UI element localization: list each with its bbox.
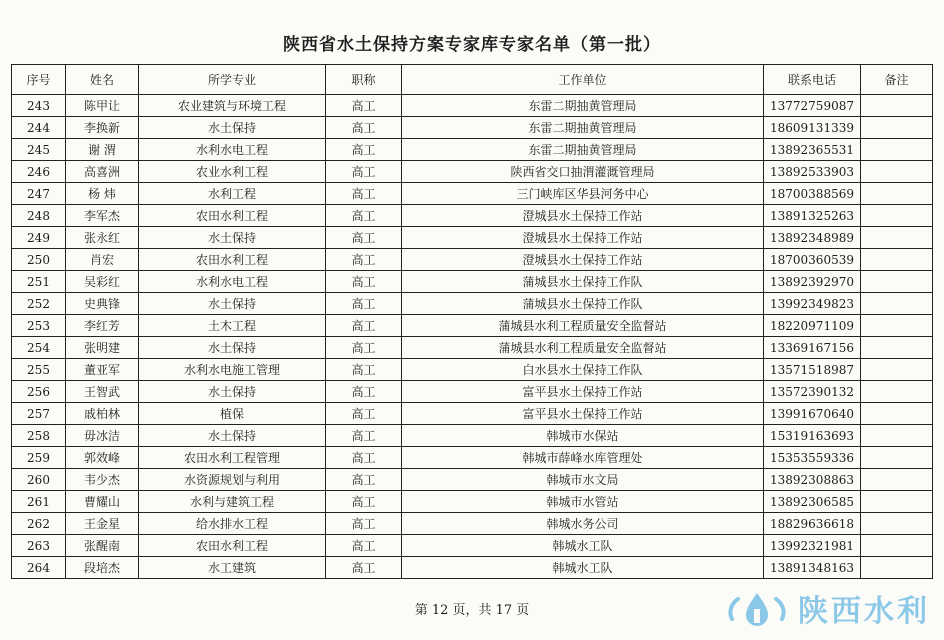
cell-phone: 15319163693: [764, 425, 861, 447]
cell-name: 韦少杰: [66, 469, 139, 491]
cell-name: 张永红: [66, 227, 139, 249]
cell-title: 高工: [326, 205, 402, 227]
cell-note: [861, 491, 933, 513]
cell-major: 给水排水工程: [139, 513, 326, 535]
cell-no: 254: [12, 337, 66, 359]
cell-title: 高工: [326, 425, 402, 447]
cell-no: 258: [12, 425, 66, 447]
cell-note: [861, 557, 933, 579]
cell-org: 韩城水务公司: [402, 513, 764, 535]
page-number: 第 12 页，共 17 页: [414, 603, 530, 618]
header-major: 所学专业: [139, 65, 326, 95]
cell-phone: 13772759087: [764, 95, 861, 117]
cell-no: 251: [12, 271, 66, 293]
cell-phone: 13892306585: [764, 491, 861, 513]
header-no: 序号: [12, 65, 66, 95]
table-row: [12, 293, 933, 315]
cell-note: [861, 227, 933, 249]
cell-title: 高工: [326, 227, 402, 249]
table-row: [12, 469, 933, 491]
cell-note: [861, 535, 933, 557]
cell-title: 高工: [326, 359, 402, 381]
cell-note: [861, 337, 933, 359]
cell-no: 247: [12, 183, 66, 205]
cell-org: 东雷二期抽黄管理局: [402, 95, 764, 117]
cell-name: 高喜洲: [66, 161, 139, 183]
cell-name: 戚柏林: [66, 403, 139, 425]
cell-phone: 13891348163: [764, 557, 861, 579]
cell-no: 244: [12, 117, 66, 139]
cell-title: 高工: [326, 491, 402, 513]
cell-note: [861, 469, 933, 491]
cell-major: 水工建筑: [139, 557, 326, 579]
cell-major: 农田水利工程: [139, 535, 326, 557]
cell-note: [861, 293, 933, 315]
cell-major: 水利水电施工管理: [139, 359, 326, 381]
cell-note: [861, 513, 933, 535]
cell-major: 水土保持: [139, 227, 326, 249]
cell-title: 高工: [326, 95, 402, 117]
cell-note: [861, 381, 933, 403]
table-row: [12, 227, 933, 249]
cell-major: 水土保持: [139, 117, 326, 139]
cell-org: 陕西省交口抽渭灌溉管理局: [402, 161, 764, 183]
cell-org: 东雷二期抽黄管理局: [402, 117, 764, 139]
cell-phone: 15353559336: [764, 447, 861, 469]
page-title: 陕西省水土保持方案专家库专家名单（第一批）: [283, 35, 661, 55]
cell-note: [861, 447, 933, 469]
cell-no: 255: [12, 359, 66, 381]
cell-name: 李军杰: [66, 205, 139, 227]
cell-note: [861, 403, 933, 425]
cell-phone: 13369167156: [764, 337, 861, 359]
cell-no: 263: [12, 535, 66, 557]
cell-note: [861, 425, 933, 447]
cell-org: 三门峡库区华县河务中心: [402, 183, 764, 205]
cell-title: 高工: [326, 315, 402, 337]
table-row: [12, 403, 933, 425]
header-org: 工作单位: [402, 65, 764, 95]
cell-no: 249: [12, 227, 66, 249]
cell-phone: 13992349823: [764, 293, 861, 315]
cell-no: 248: [12, 205, 66, 227]
cell-phone: 18700360539: [764, 249, 861, 271]
cell-org: 澄城县水土保持工作站: [402, 249, 764, 271]
table-row: [12, 359, 933, 381]
cell-title: 高工: [326, 513, 402, 535]
cell-major: 水利水电工程: [139, 139, 326, 161]
cell-org: 澄城县水土保持工作站: [402, 227, 764, 249]
cell-note: [861, 183, 933, 205]
cell-major: 水土保持: [139, 293, 326, 315]
cell-name: 张醒南: [66, 535, 139, 557]
cell-name: 王金星: [66, 513, 139, 535]
table-row: [12, 535, 933, 557]
cell-org: 韩城市薛峰水库管理处: [402, 447, 764, 469]
cell-major: 水利工程: [139, 183, 326, 205]
cell-name: 肖宏: [66, 249, 139, 271]
table-row: [12, 183, 933, 205]
cell-name: 杨 炜: [66, 183, 139, 205]
cell-major: 水土保持: [139, 381, 326, 403]
cell-title: 高工: [326, 337, 402, 359]
cell-note: [861, 249, 933, 271]
cell-org: 富平县水土保持工作站: [402, 381, 764, 403]
cell-org: 蒲城县水利工程质量安全监督站: [402, 315, 764, 337]
cell-no: 245: [12, 139, 66, 161]
cell-phone: 13992321981: [764, 535, 861, 557]
cell-phone: 13891325263: [764, 205, 861, 227]
cell-org: 蒲城县水利工程质量安全监督站: [402, 337, 764, 359]
cell-title: 高工: [326, 403, 402, 425]
cell-note: [861, 359, 933, 381]
cell-title: 高工: [326, 381, 402, 403]
cell-phone: 13892348989: [764, 227, 861, 249]
cell-name: 谢 渭: [66, 139, 139, 161]
cell-no: 261: [12, 491, 66, 513]
cell-phone: 13571518987: [764, 359, 861, 381]
cell-title: 高工: [326, 271, 402, 293]
cell-name: 李红芳: [66, 315, 139, 337]
cell-major: 水土保持: [139, 425, 326, 447]
table-row: [12, 205, 933, 227]
cell-no: 243: [12, 95, 66, 117]
cell-major: 农田水利工程: [139, 205, 326, 227]
cell-major: 土木工程: [139, 315, 326, 337]
cell-no: 260: [12, 469, 66, 491]
cell-org: 韩城市水保站: [402, 425, 764, 447]
cell-note: [861, 315, 933, 337]
cell-title: 高工: [326, 557, 402, 579]
cell-major: 水土保持: [139, 337, 326, 359]
cell-major: 水资源规划与利用: [139, 469, 326, 491]
cell-no: 259: [12, 447, 66, 469]
cell-title: 高工: [326, 183, 402, 205]
cell-title: 高工: [326, 249, 402, 271]
cell-note: [861, 95, 933, 117]
cell-no: 250: [12, 249, 66, 271]
cell-major: 农田水利工程: [139, 249, 326, 271]
table-row: [12, 271, 933, 293]
cell-major: 农田水利工程管理: [139, 447, 326, 469]
cell-note: [861, 205, 933, 227]
cell-org: 富平县水土保持工作站: [402, 403, 764, 425]
cell-no: 252: [12, 293, 66, 315]
cell-title: 高工: [326, 117, 402, 139]
cell-org: 澄城县水土保持工作站: [402, 205, 764, 227]
cell-phone: 13892533903: [764, 161, 861, 183]
cell-phone: 18700388569: [764, 183, 861, 205]
cell-note: [861, 117, 933, 139]
table-row: [12, 117, 933, 139]
header-title: 职称: [326, 65, 402, 95]
cell-major: 农业建筑与环境工程: [139, 95, 326, 117]
cell-phone: 18609131339: [764, 117, 861, 139]
cell-org: 东雷二期抽黄管理局: [402, 139, 764, 161]
table-row: [12, 95, 933, 117]
table-row: [12, 139, 933, 161]
cell-no: 264: [12, 557, 66, 579]
cell-name: 王智武: [66, 381, 139, 403]
cell-major: 水利水电工程: [139, 271, 326, 293]
cell-note: [861, 271, 933, 293]
table-row: [12, 513, 933, 535]
cell-phone: 18829636618: [764, 513, 861, 535]
cell-title: 高工: [326, 293, 402, 315]
cell-name: 史典锋: [66, 293, 139, 315]
table-row: [12, 249, 933, 271]
cell-title: 高工: [326, 447, 402, 469]
header-note: 备注: [861, 65, 933, 95]
cell-org: 蒲城县水土保持工作队: [402, 293, 764, 315]
water-drop-logo-icon: [724, 589, 790, 627]
cell-org: 韩城市水文局: [402, 469, 764, 491]
cell-title: 高工: [326, 535, 402, 557]
table-row: [12, 447, 933, 469]
cell-name: 吴彩红: [66, 271, 139, 293]
cell-phone: 13892308863: [764, 469, 861, 491]
cell-phone: 13892365531: [764, 139, 861, 161]
table-row: [12, 161, 933, 183]
cell-no: 262: [12, 513, 66, 535]
table-row: [12, 381, 933, 403]
cell-major: 植保: [139, 403, 326, 425]
cell-phone: 13572390132: [764, 381, 861, 403]
cell-major: 水利与建筑工程: [139, 491, 326, 513]
header-phone: 联系电话: [764, 65, 861, 95]
cell-name: 陈甲让: [66, 95, 139, 117]
cell-title: 高工: [326, 139, 402, 161]
cell-name: 曹耀山: [66, 491, 139, 513]
table-row: [12, 425, 933, 447]
cell-title: 高工: [326, 469, 402, 491]
table-row: [12, 315, 933, 337]
cell-no: 257: [12, 403, 66, 425]
cell-note: [861, 161, 933, 183]
expert-roster-table: [11, 64, 933, 579]
cell-org: 韩城水工队: [402, 535, 764, 557]
cell-phone: 13991670640: [764, 403, 861, 425]
header-name: 姓名: [66, 65, 139, 95]
cell-name: 董亚军: [66, 359, 139, 381]
cell-phone: 13892392970: [764, 271, 861, 293]
cell-name: 段培杰: [66, 557, 139, 579]
cell-note: [861, 139, 933, 161]
watermark-text: 陕西水利: [798, 594, 930, 629]
cell-phone: 18220971109: [764, 315, 861, 337]
table-header-row: [12, 65, 933, 95]
cell-name: 张明建: [66, 337, 139, 359]
watermark: [724, 586, 930, 630]
table-row: [12, 491, 933, 513]
table-row: [12, 557, 933, 579]
cell-major: 农业水利工程: [139, 161, 326, 183]
cell-no: 256: [12, 381, 66, 403]
cell-org: 蒲城县水土保持工作队: [402, 271, 764, 293]
cell-org: 韩城市水管站: [402, 491, 764, 513]
cell-org: 韩城水工队: [402, 557, 764, 579]
cell-name: 李换新: [66, 117, 139, 139]
cell-name: 毋冰洁: [66, 425, 139, 447]
cell-no: 253: [12, 315, 66, 337]
cell-title: 高工: [326, 161, 402, 183]
cell-no: 246: [12, 161, 66, 183]
table-row: [12, 337, 933, 359]
cell-name: 郭效峰: [66, 447, 139, 469]
cell-org: 白水县水土保持工作队: [402, 359, 764, 381]
